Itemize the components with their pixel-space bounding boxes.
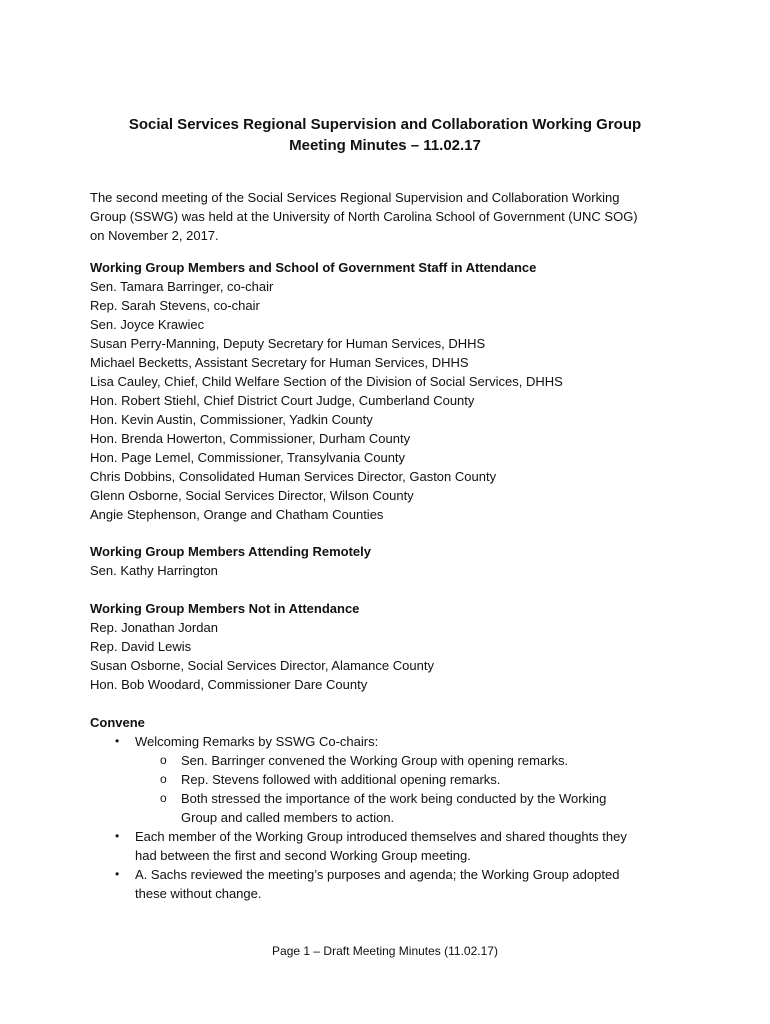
bullet-item [90,865,690,903]
member-line: Hon. Brenda Howerton, Commissioner, Durham County [90,431,411,446]
attendance-section [90,258,690,524]
sub-bullet-text: Rep. Stevens followed with additional opening remarks. [181,772,501,787]
bullet-text: A. Sachs reviewed the meeting’s purposes and agenda; the Working Group adopted [135,867,620,882]
bullet-text: Welcoming Remarks by SSWG Co-chairs: [135,734,379,749]
convene-section [90,713,690,903]
remote-section [90,542,690,580]
page-footer: Page 1 – Draft Meeting Minutes (11.02.17) [272,944,498,958]
intro-line: on November 2, 2017. [90,228,219,243]
member-line: Hon. Kevin Austin, Commissioner, Yadkin County [90,412,373,427]
member-line: Susan Osborne, Social Services Director, Alamance County [90,658,434,673]
sub-bullet-marker: o [160,772,167,786]
member-line: Rep. Jonathan Jordan [90,620,218,635]
document-title [90,114,680,156]
member-line: Glenn Osborne, Social Services Director, Wilson County [90,488,414,503]
bullet-text: had between the first and second Working Group meeting. [135,848,471,863]
title-line-1: Social Services Regional Supervision and Collaboration Working Group [128,116,642,133]
sub-bullet-item [90,751,690,770]
sub-bullet-item [90,789,690,827]
bullet-marker: • [115,867,120,881]
member-line: Hon. Page Lemel, Commissioner, Transylvania County [90,450,406,465]
member-line: Michael Becketts, Assistant Secretary for Human Services, DHHS [90,355,469,370]
bullet-marker: • [115,829,120,843]
member-line: Sen. Tamara Barringer, co-chair [90,279,274,294]
bullet-text: Each member of the Working Group introduced themselves and shared thoughts they [135,829,627,844]
bullet-item [90,827,690,865]
member-line: Rep. Sarah Stevens, co-chair [90,298,260,313]
convene-heading: Convene [90,715,145,730]
sub-bullet-text: Sen. Barringer convened the Working Group with opening remarks. [181,753,569,768]
absent-section [90,599,690,694]
bullet-marker: • [115,734,120,748]
member-line: Chris Dobbins, Consolidated Human Services Director, Gaston County [90,469,497,484]
member-line: Rep. David Lewis [90,639,192,654]
intro-line: The second meeting of the Social Services Regional Supervision and Collaboration Working [90,190,620,205]
member-line: Lisa Cauley, Chief, Child Welfare Section of the Division of Social Services, DHHS [90,374,563,389]
attendance-heading: Working Group Members and School of Government Staff in Attendance [90,260,537,275]
member-line: Sen. Joyce Krawiec [90,317,205,332]
member-line: Hon. Bob Woodard, Commissioner Dare County [90,677,368,692]
title-line-2: Meeting Minutes – 11.02.17 [289,137,481,154]
bullet-item [90,732,690,751]
member-line: Hon. Robert Stiehl, Chief District Court Judge, Cumberland County [90,393,475,408]
sub-bullet-marker: o [160,791,167,805]
sub-bullet-item [90,770,690,789]
sub-bullet-marker: o [160,753,167,767]
member-line: Susan Perry-Manning, Deputy Secretary for Human Services, DHHS [90,336,486,351]
remote-heading: Working Group Members Attending Remotely [90,544,371,559]
member-line: Sen. Kathy Harrington [90,563,218,578]
sub-bullet-text: Group and called members to action. [181,810,395,825]
intro-paragraph [90,188,680,245]
sub-bullet-text: Both stressed the importance of the work being conducted by the Working [181,791,607,806]
bullet-text: these without change. [135,886,262,901]
intro-line: Group (SSWG) was held at the University of North Carolina School of Government (UNC SOG) [90,209,638,224]
member-line: Angie Stephenson, Orange and Chatham Counties [90,507,384,522]
absent-heading: Working Group Members Not in Attendance [90,601,360,616]
